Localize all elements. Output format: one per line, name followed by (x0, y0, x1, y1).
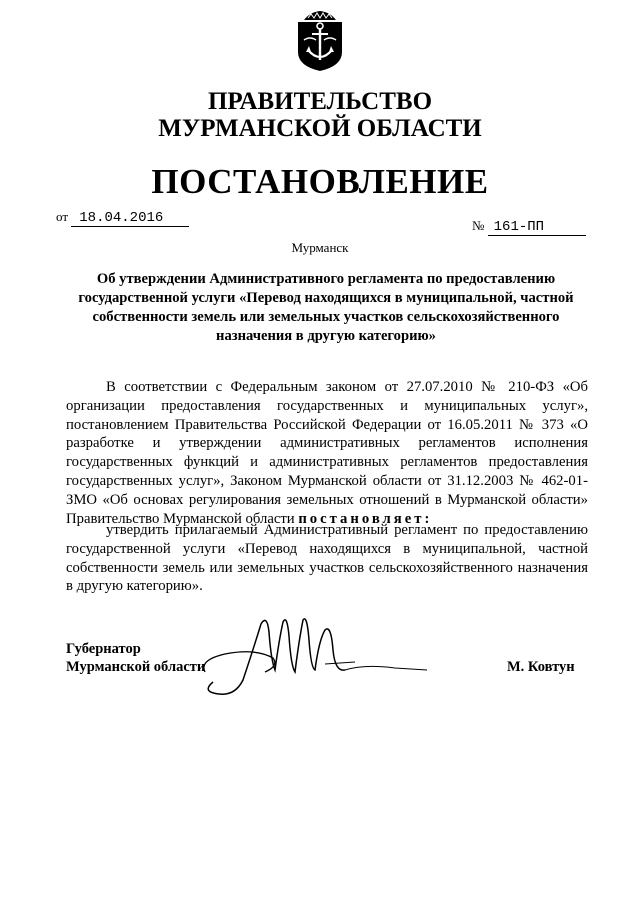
resolution-paragraph: утвердить прилагаемый Административный регламент по предоставлению государственной услуги «Перевод находящихся в муниципальной, частной собственности земель или земельных участков сельскохозяйственного назначения в другую категорию». (66, 522, 588, 595)
document-type: ПОСТАНОВЛЕНИЕ (151, 162, 489, 201)
government-name-line2: МУРМАНСКОЙ ОБЛАСТИ (158, 115, 482, 142)
document-date: 18.04.2016 (71, 210, 189, 227)
handwritten-signature (195, 610, 435, 700)
preamble-paragraph (66, 378, 588, 528)
murmansk-coat-of-arms-icon (296, 10, 344, 72)
preamble-text: В соответствии с Федеральным законом от 27.07.2010 № 210-ФЗ «Об организации предоставления государственных и муниципальных услуг», постановлением Правительства Российской Федерации от 16.05.2011 № 373 «О разработке и утверждении административных регламентов исполнения государственных функций и административных регламентов предоставления государственных услуг», Законом Мурманской области от 31.12.2003 № 462-01-ЗМО «Об основах регулирования земельных отношений в Мурманской области» Правительство Мурманской области (66, 379, 588, 527)
number-row (472, 218, 586, 236)
date-prefix: от (56, 209, 69, 224)
city: Мурманск (291, 240, 349, 255)
document-number: 161-ПП (488, 219, 586, 236)
document-title: Об утверждении Административного регламента по предоставлению государственной услуги «Перевод находящихся в муниципальной, частной собственности земель или земельных участков сельскохозяйственного назначения в другую категорию» (78, 271, 574, 344)
signer-position-line1: Губернатор (66, 641, 141, 657)
date-row (56, 209, 189, 227)
signer-name: М. Ковтун (507, 659, 575, 675)
government-name-line1: ПРАВИТЕЛЬСТВО (207, 88, 433, 115)
resolves-keyword: постановляет: (298, 510, 433, 527)
signer-position-line2: Мурманской области (66, 659, 206, 675)
number-prefix: № (472, 218, 485, 233)
